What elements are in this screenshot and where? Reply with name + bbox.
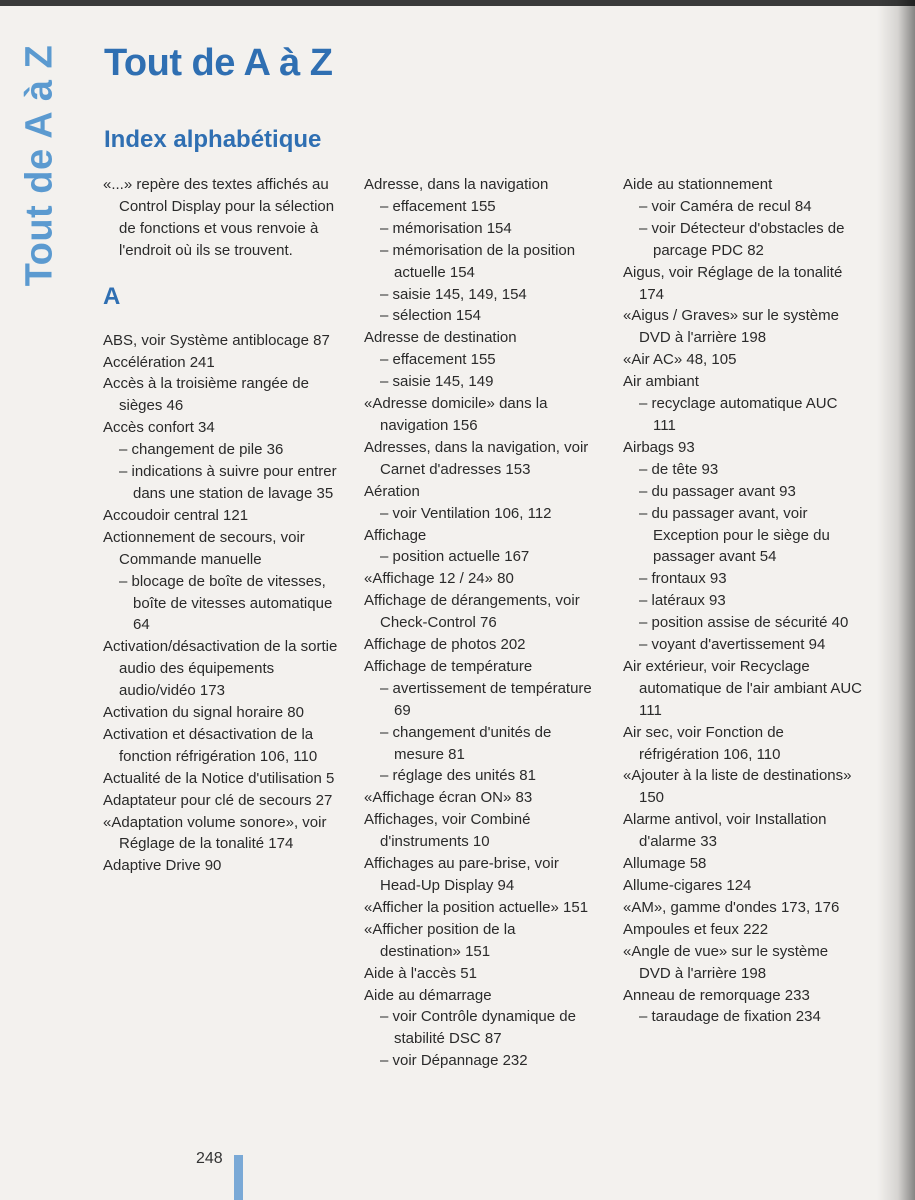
index-subentry: – de tête 93 <box>639 460 719 478</box>
index-column-3 <box>623 174 863 1028</box>
index-entry: Adresse de destination <box>364 329 517 347</box>
index-entry: Airbags 93 <box>623 438 695 456</box>
index-entry: Affichages, voir Combiné d'instruments 10 <box>364 811 531 851</box>
index-subentry: – saisie 145, 149, 154 <box>380 285 527 303</box>
index-entry: Adresses, dans la navigation, voir Carnet d'adresses 153 <box>364 438 589 478</box>
index-subentry: – sélection 154 <box>380 307 481 325</box>
index-entry: Activation et désactivation de la fonction réfrigération 106, 110 <box>103 725 318 765</box>
index-subentry: – effacement 155 <box>380 351 496 369</box>
index-column-2 <box>364 174 600 1072</box>
section-title: Index alphabétique <box>104 126 322 153</box>
index-entry: Adresse, dans la navigation <box>364 176 549 193</box>
index-subentry: – recyclage automatique AUC 111 <box>639 395 838 434</box>
page-top-edge <box>0 0 915 6</box>
index-subentry: – frontaux 93 <box>639 570 727 588</box>
index-entry: «Afficher position de la destination» 151 <box>364 920 516 960</box>
side-tab-label: Tout de A à Z <box>18 44 61 286</box>
page-title: Tout de A à Z <box>104 42 333 84</box>
index-entry: «AM», gamme d'ondes 173, 176 <box>623 898 840 916</box>
index-entry: «Adaptation volume sonore», voir Réglage de la tonalité 174 <box>103 813 327 853</box>
index-entry: Allumage 58 <box>623 855 707 873</box>
index-subentry: – position assise de sécurité 40 <box>639 614 849 632</box>
index-entry: Adaptateur pour clé de secours 27 <box>103 791 333 809</box>
index-entry: Aide au stationnement <box>623 176 773 193</box>
index-entry: Accès confort 34 <box>103 419 215 437</box>
index-subentry: – taraudage de fixation 234 <box>639 1008 821 1026</box>
index-subentry: – indications à suivre pour entrer dans une station de lavage 35 <box>119 463 337 502</box>
index-subentry: – blocage de boîte de vitesses, boîte de vitesses automatique 64 <box>119 572 333 634</box>
index-entry: Aigus, voir Réglage de la tonalité 174 <box>623 263 843 303</box>
index-entry: «Affichage 12 / 24» 80 <box>364 570 514 588</box>
index-entry: Activation du signal horaire 80 <box>103 704 304 722</box>
index-column-1 <box>103 174 343 877</box>
index-entry: Aide à l'accès 51 <box>364 964 477 982</box>
index-subentry: – avertissement de température 69 <box>380 679 592 719</box>
page-binding-shadow <box>877 0 915 1200</box>
index-entries <box>364 174 600 1072</box>
index-subentry: – voir Caméra de recul 84 <box>639 197 812 215</box>
index-entry: Accès à la troisième rangée de sièges 46 <box>103 375 309 415</box>
side-tab <box>10 40 70 290</box>
index-subentry: – voir Dépannage 232 <box>380 1052 528 1070</box>
index-subentry: – mémorisation de la position actuelle 154 <box>380 241 576 281</box>
index-entry: Actualité de la Notice d'utilisation 5 <box>103 769 335 787</box>
index-subentry: – du passager avant, voir Exception pour le siège du passager avant 54 <box>639 504 830 566</box>
index-entry: Allume-cigares 124 <box>623 877 752 894</box>
index-entry: Affichages au pare-brise, voir Head-Up Display 94 <box>364 855 559 894</box>
index-subentry: – du passager avant 93 <box>639 482 796 500</box>
index-entry: Affichage de dérangements, voir Check-Control 76 <box>364 592 580 632</box>
index-entry: Alarme antivol, voir Installation d'alarme 33 <box>623 811 827 851</box>
letter-heading: A <box>103 282 121 310</box>
index-entry: «Adresse domicile» dans la navigation 156 <box>364 395 548 434</box>
index-subentry: – saisie 145, 149 <box>380 373 494 391</box>
index-entry: «Angle de vue» sur le système DVD à l'arrière 198 <box>623 942 829 982</box>
index-entry: Accoudoir central 121 <box>103 506 249 524</box>
index-subentry: – changement de pile 36 <box>119 441 284 459</box>
index-entry: Affichage de photos 202 <box>364 636 526 654</box>
index-entry: «Ajouter à la liste de destinations» 150 <box>623 767 852 807</box>
index-entry: Adaptive Drive 90 <box>103 857 222 875</box>
index-entry: «Air AC» 48, 105 <box>623 351 737 369</box>
index-subentry: – position actuelle 167 <box>380 548 530 566</box>
index-entry: «Afficher la position actuelle» 151 <box>364 898 589 916</box>
index-subentry: – latéraux 93 <box>639 592 726 610</box>
index-note: «...» repère des textes affichés au Control Display pour la sélection de fonctions et vous renvoie à l'endroit où ils se trouvent. <box>103 176 335 259</box>
index-entry: ABS, voir Système antiblocage 87 <box>103 331 330 349</box>
index-entries <box>103 330 343 878</box>
index-entry: Anneau de remorquage 233 <box>623 986 810 1004</box>
index-entry: Aide au démarrage <box>364 986 492 1004</box>
index-subentry: – voir Ventilation 106, 112 <box>380 504 552 522</box>
index-entries <box>623 174 863 1028</box>
index-entry: Air ambiant <box>623 373 699 391</box>
index-subentry: – changement d'unités de mesure 81 <box>380 723 552 763</box>
index-entry: Air sec, voir Fonction de réfrigération 106, 110 <box>623 723 784 763</box>
index-subentry: – voir Détecteur d'obstacles de parcage PDC 82 <box>639 219 845 259</box>
page-marker <box>234 1155 243 1200</box>
index-entry: Activation/désactivation de la sortie audio des équipements audio/vidéo 173 <box>103 638 338 700</box>
index-entry: Affichage <box>364 526 427 544</box>
index-entry: Aération <box>364 482 420 500</box>
index-entry: Actionnement de secours, voir Commande manuelle <box>103 528 305 568</box>
index-subentry: – mémorisation 154 <box>380 219 512 237</box>
index-subentry: – réglage des unités 81 <box>380 767 536 785</box>
index-subentry: – effacement 155 <box>380 197 496 215</box>
index-entry: «Aigus / Graves» sur le système DVD à l'arrière 198 <box>623 307 839 347</box>
page-number: 248 <box>196 1150 223 1167</box>
index-entry: Ampoules et feux 222 <box>623 920 769 938</box>
index-entry: Accélération 241 <box>103 353 215 371</box>
index-entry: «Affichage écran ON» 83 <box>364 789 533 807</box>
index-subentry: – voyant d'avertissement 94 <box>639 636 826 654</box>
index-entry: Affichage de température <box>364 657 533 675</box>
index-subentry: – voir Contrôle dynamique de stabilité DSC 87 <box>380 1008 576 1048</box>
index-entry: Air extérieur, voir Recyclage automatique de l'air ambiant AUC 111 <box>623 657 862 719</box>
